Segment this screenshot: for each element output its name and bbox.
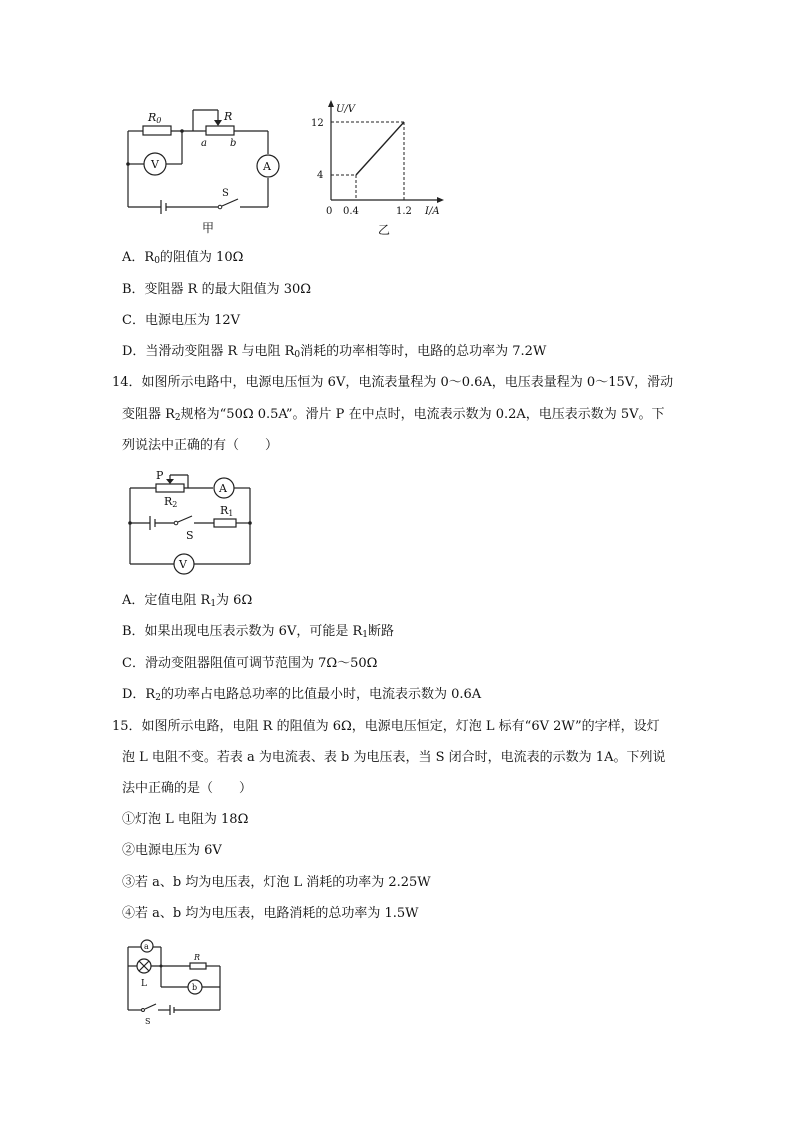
q13-option-a: A．$R_0$的阻值为 10Ω [122,250,244,266]
svg-text:R0: R0 [148,111,162,125]
svg-text:0: 0 [326,206,333,217]
q15-stem-line1: 15．如图所示电路，电阻 R 的阻值为 6Ω，电源电压恒定，灯泡 L 标有“6V 2W”的字样，设灯 [112,719,660,734]
xtick-1.2: 1.2 [396,206,412,217]
q15-stem-line2: 泡 L 电阻不变。若表 a 为电流表、表 b 为电压表，当 S 闭合时，电流表的示数为 1A。下列说 [122,750,666,765]
graph-yi [308,94,458,240]
svg-text:S: S [222,188,229,199]
svg-text:I/A: I/A [425,206,440,217]
svg-text:U/V: U/V [336,104,356,115]
q14-option-b: B．如果出现电压表示数为 6V，可能是 $R_1$断路 [122,624,395,640]
svg-text:V: V [179,558,187,571]
svg-text:S: S [186,529,194,542]
svg-text:S: S [145,1017,151,1026]
svg-text:L: L [141,979,147,989]
resistor-r-variable [206,126,234,135]
svg-text:A: A [263,160,271,173]
q15-statement-3: ③若 a、b 均为电压表，灯泡 L 消耗的功率为 2.25W [122,875,431,890]
q14-stem-line1: 14．如图所示电路中，电源电压恒为 6V，电流表量程为 0～0.6A，电压表量程为 0～15V，滑动 [112,375,674,390]
svg-text:乙: 乙 [378,223,391,237]
switch-s [222,199,238,206]
q14-option-c: C．滑动变阻器阻值可调节范围为 7Ω～50Ω [122,656,378,671]
resistor-r0 [143,126,171,135]
q13-option-d: D．当滑动变阻器 R 与电阻 $R_0$消耗的功率相等时，电路的总功率为 7.2W [122,344,547,360]
resistor-r2 [156,484,184,492]
svg-text:a: a [201,138,207,149]
resistor-r [190,963,206,969]
xtick-0.4: 0.4 [343,206,359,217]
q13-option-b: B．变阻器 R 的最大阻值为 30Ω [122,282,312,297]
q14-option-d: D．$R_2$的功率占电路总功率的比值最小时，电流表示数为 0.6A [122,687,482,703]
svg-text:a: a [144,942,149,951]
switch-s [145,1004,156,1009]
svg-text:P: P [156,469,164,482]
svg-text:R: R [194,953,201,962]
circuit-q14 [122,466,262,582]
svg-text:R: R [224,110,233,123]
svg-text:甲: 甲 [202,221,215,235]
q15-stem-line3: 法中正确的是（ ） [122,781,253,796]
ytick-4: 4 [317,170,324,181]
q15-statement-4: ④若 a、b 均为电压表，电路消耗的总功率为 1.5W [122,906,419,921]
u-i-line [356,122,404,175]
svg-text:V: V [151,158,159,171]
q14-stem-line3: 列说法中正确的有（ ） [122,438,279,453]
circuit-jia [118,98,298,238]
svg-text:A: A [219,482,227,495]
q15-statement-2: ②电源电压为 6V [122,843,222,858]
svg-text:b: b [230,138,237,149]
q14-stem-line2: 变阻器 $R_2$规格为“50Ω 0.5A”。滑片 P 在中点时，电流表示数为 0.2A，电压表示数为 5V。下 [122,407,665,423]
svg-text:R2: R2 [164,495,178,509]
svg-text:b: b [192,983,198,992]
circuit-q15 [122,934,232,1026]
q13-option-c: C．电源电压为 12V [122,313,241,328]
q14-option-a: A．定值电阻 $R_1$为 6Ω [122,593,253,609]
q15-statement-1: ①灯泡 L 电阻为 18Ω [122,812,249,827]
svg-text:R1: R1 [220,504,234,518]
resistor-r1 [214,519,236,527]
switch-s [178,516,192,522]
ytick-12: 12 [311,118,324,129]
